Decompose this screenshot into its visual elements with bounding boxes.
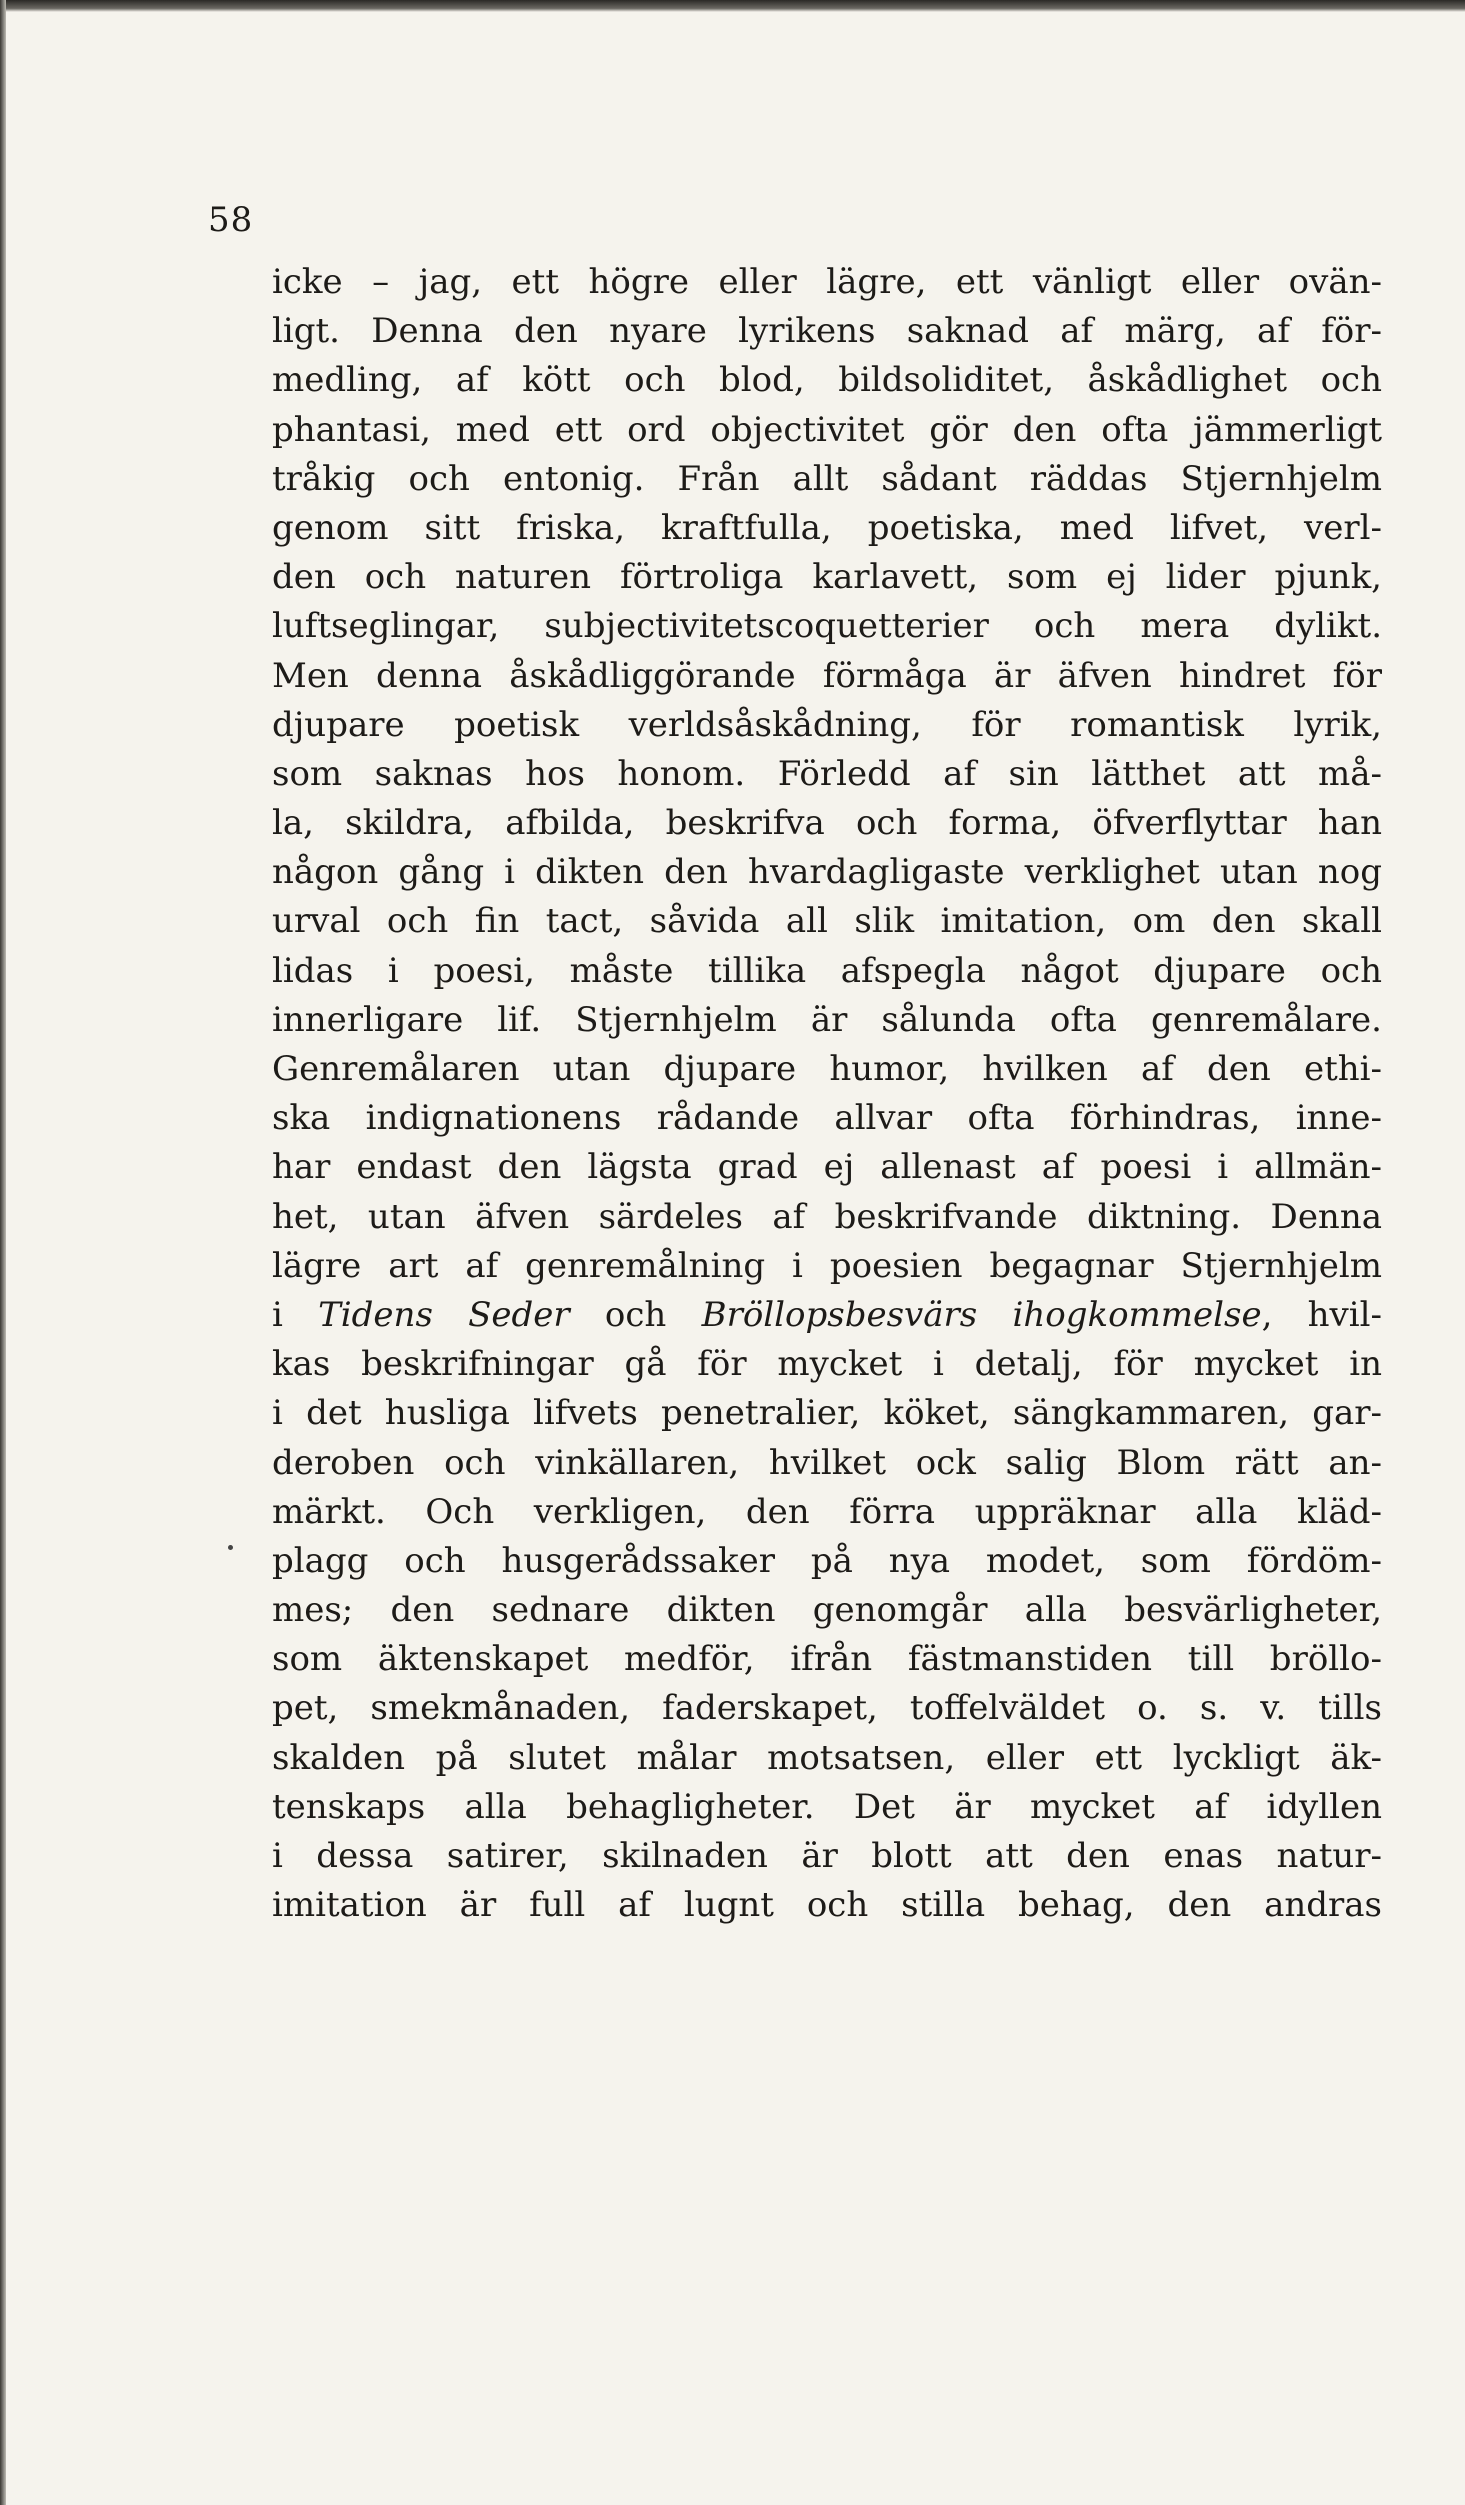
page-left-edge bbox=[0, 0, 6, 2505]
text-line: genom sitt friska, kraftfulla, poetiska, med lifvet, verl- bbox=[272, 507, 1382, 548]
text-line: ligt. Denna den nyare lyrikens saknad af märg, af för- bbox=[272, 311, 1382, 352]
body-text bbox=[272, 258, 1382, 1930]
page-number: 58 bbox=[208, 200, 254, 240]
text-line: mes; den sednare dikten genomgår alla besvärligheter, bbox=[272, 1590, 1382, 1631]
text-line: pet, smekmånaden, faderskapet, toffelväldet o. s. v. tills bbox=[272, 1688, 1382, 1729]
work-title: Bröllopsbesvärs ihogkommelse bbox=[701, 1294, 1262, 1335]
text-line: deroben och vinkällaren, hvilket ock salig Blom rätt an- bbox=[272, 1442, 1382, 1483]
text-line: imitation är full af lugnt och stilla behag, den andras bbox=[272, 1885, 1382, 1926]
text-line: lidas i poesi, måste tillika afspegla något djupare och bbox=[272, 950, 1382, 991]
text-line: het, utan äfven särdeles af beskrifvande diktning. Denna bbox=[272, 1196, 1382, 1237]
text-line: medling, af kött och blod, bildsoliditet, åskådlighet och bbox=[272, 360, 1382, 401]
text-line: tråkig och entonig. Från allt sådant räddas Stjernhjelm bbox=[272, 458, 1382, 499]
text-line: urval och fin tact, såvida all slik imitation, om den skall bbox=[272, 901, 1382, 942]
text-line: i Tidens Seder och Bröllopsbesvärs ihogkommelse, hvil- bbox=[272, 1294, 1382, 1335]
text-line: någon gång i dikten den hvardagligaste verklighet utan nog bbox=[272, 852, 1382, 893]
text-line: phantasi, med ett ord objectivitet gör den ofta jämmerligt bbox=[272, 409, 1382, 450]
text-line: som saknas hos honom. Förledd af sin lätthet att må- bbox=[272, 753, 1382, 794]
text-line: djupare poetisk verldsåskådning, för romantisk lyrik, bbox=[272, 704, 1382, 745]
text-line: ska indignationens rådande allvar ofta förhindras, inne- bbox=[272, 1098, 1382, 1139]
text-line: tenskaps alla behagligheter. Det är mycket af idyllen bbox=[272, 1786, 1382, 1827]
text-line: lägre art af genremålning i poesien begagnar Stjernhjelm bbox=[272, 1245, 1382, 1286]
text-line: märkt. Och verkligen, den förra uppräknar alla kläd- bbox=[272, 1491, 1382, 1532]
margin-mark bbox=[228, 1545, 233, 1550]
page-top-edge bbox=[0, 0, 1465, 12]
text-line: plagg och husgerådssaker på nya modet, som fördöm- bbox=[272, 1540, 1382, 1581]
text-line: Genremålaren utan djupare humor, hvilken af den ethi- bbox=[272, 1049, 1382, 1089]
text-line: i dessa satirer, skilnaden är blott att den enas natur- bbox=[272, 1836, 1382, 1876]
text-line: som äktenskapet medför, ifrån fästmanstiden till bröllo- bbox=[272, 1639, 1382, 1680]
text-line: skalden på slutet målar motsatsen, eller ett lyckligt äk- bbox=[272, 1737, 1382, 1778]
text-line: den och naturen förtroliga karlavett, som ej lider pjunk, bbox=[272, 557, 1382, 598]
text-line: kas beskrifningar gå för mycket i detalj, för mycket in bbox=[272, 1344, 1382, 1385]
text-line: la, skildra, afbilda, beskrifva och forma, öfverflyttar han bbox=[272, 803, 1382, 844]
text-line: i det husliga lifvets penetralier, köket, sängkammaren, gar- bbox=[272, 1393, 1382, 1434]
work-title: Tidens Seder bbox=[318, 1294, 570, 1335]
text-line: Men denna åskådliggörande förmåga är äfven hindret för bbox=[272, 655, 1382, 696]
text-line: luftseglingar, subjectivitetscoquetterier och mera dylikt. bbox=[272, 606, 1382, 647]
text-line: icke – jag, ett högre eller lägre, ett vänligt eller ovän- bbox=[272, 262, 1382, 302]
text-line: har endast den lägsta grad ej allenast af poesi i allmän- bbox=[272, 1147, 1382, 1188]
text-line: innerligare lif. Stjernhjelm är sålunda ofta genremålare. bbox=[272, 999, 1382, 1040]
